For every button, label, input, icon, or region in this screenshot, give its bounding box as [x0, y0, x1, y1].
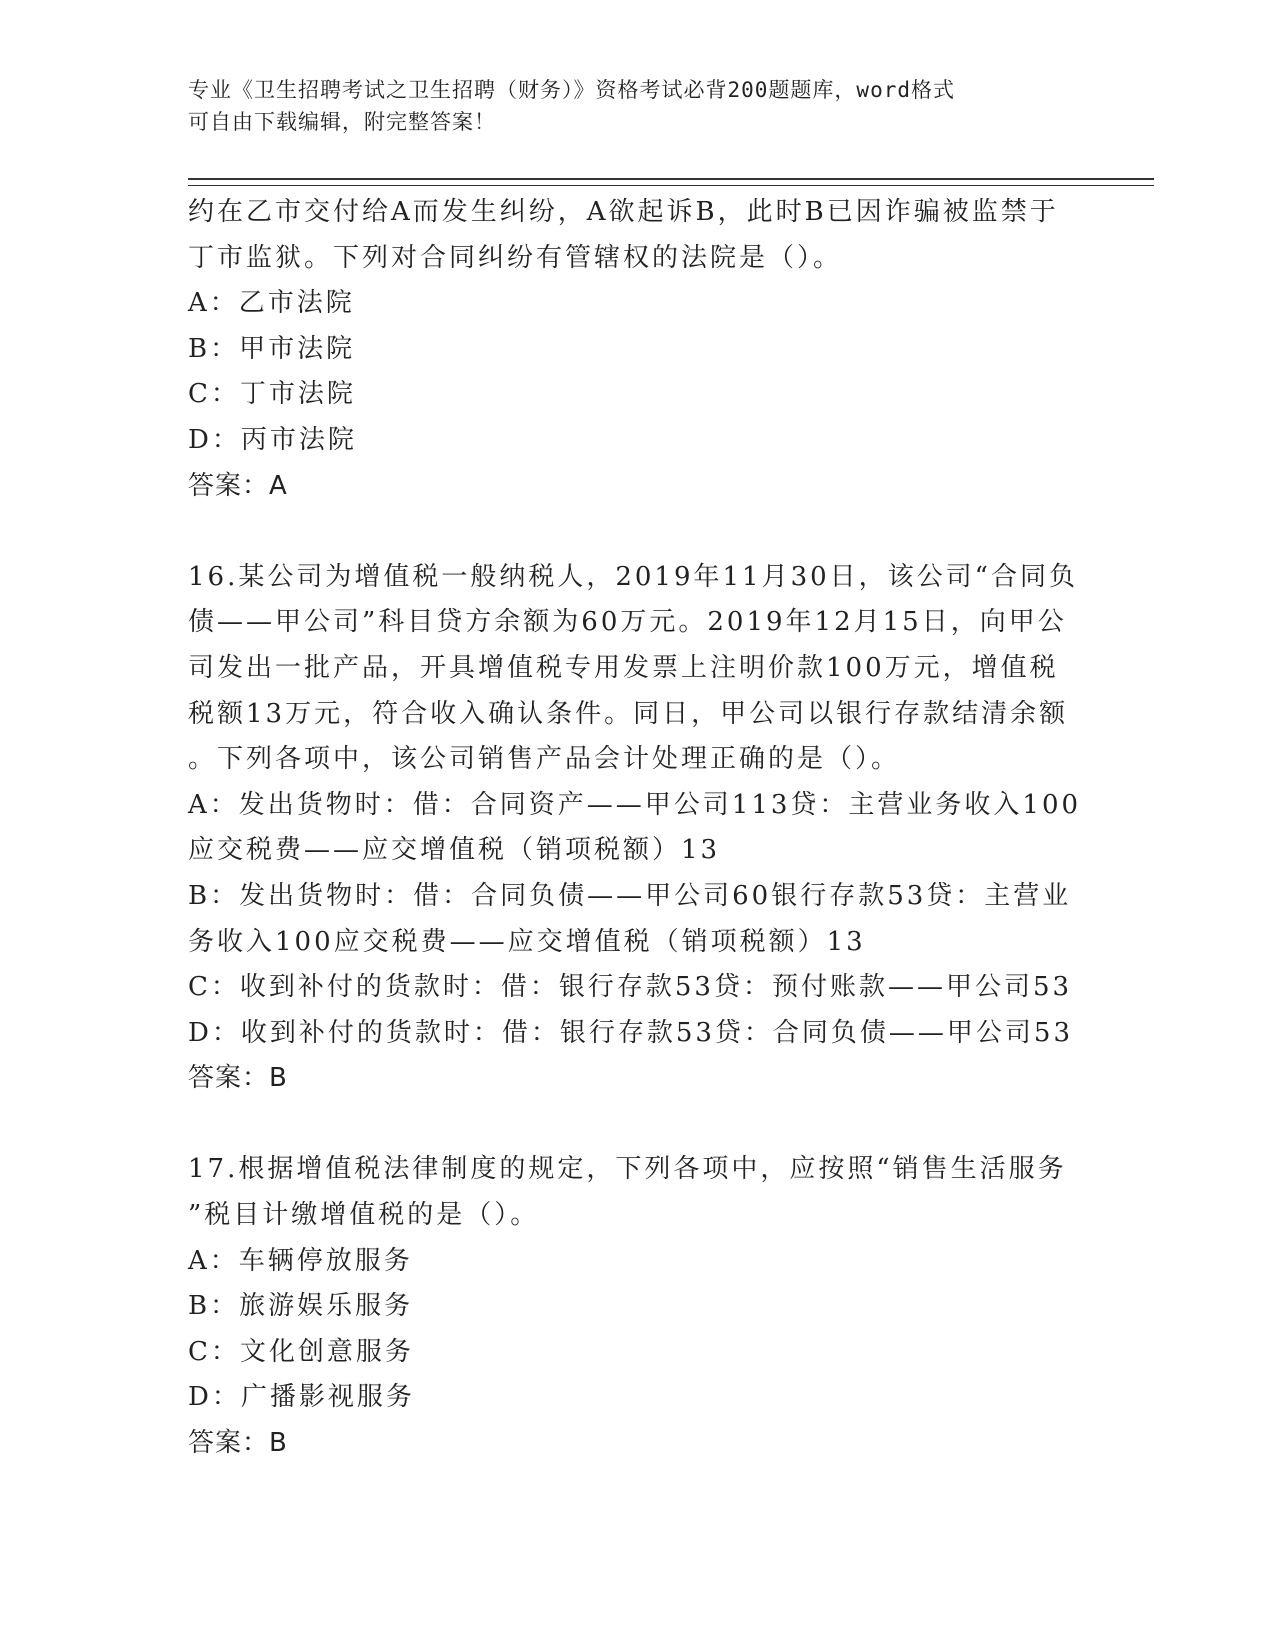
question-spacer [188, 509, 1088, 555]
question-16 [188, 555, 1088, 1102]
option-d: D：广播影视服务 [188, 1382, 415, 1413]
answer-line: 答案：B [188, 1428, 288, 1459]
option-c: C：文化创意服务 [188, 1336, 414, 1367]
option-d: D：收到补付的货款时：借：银行存款53贷：合同负债——甲公司53 [188, 1017, 1074, 1048]
question-list [188, 190, 1088, 1467]
answer-line: 答案：A [188, 470, 288, 501]
question-stem-line: 司发出一批产品，开具增值税专用发票上注明价款100万元，增值税 [188, 652, 1059, 683]
question-stem-line: 丁市监狱。下列对合同纠纷有管辖权的法院是（）。 [188, 242, 843, 273]
question-stem-line: 债——甲公司”科目贷方余额为60万元。2019年12月15日，向甲公 [188, 607, 1067, 638]
option-a: A：发出货物时：借：合同资产——甲公司113贷：主营业务收入100 [188, 789, 1082, 820]
question-15 [188, 190, 1088, 509]
option-b: B：旅游娱乐服务 [188, 1291, 414, 1322]
question-stem-line: 17.根据增值税法律制度的规定，下列各项中，应按照“销售生活服务 [188, 1154, 1067, 1185]
question-17 [188, 1147, 1088, 1466]
option-a-cont: 应交税费——应交增值税（销项税额）13 [188, 835, 721, 866]
document-header [188, 74, 1088, 138]
option-b-cont: 务收入100应交税费——应交增值税（销项税额）13 [188, 926, 866, 957]
option-b: B：甲市法院 [188, 333, 356, 364]
question-stem-line: 。下列各项中，该公司销售产品会计处理正确的是（）。 [188, 744, 901, 775]
option-d: D：丙市法院 [188, 424, 357, 455]
option-a: A：车辆停放服务 [188, 1245, 413, 1276]
header-line-2: 可自由下载编辑，附完整答案！ [188, 110, 496, 134]
question-stem-line: ”税目计缴增值税的是（）。 [188, 1200, 540, 1231]
option-a: A：乙市法院 [188, 288, 355, 319]
header-line-1: 专业《卫生招聘考试之卫生招聘（财务）》资格考试必背200题题库，word格式 [188, 78, 955, 102]
answer-line: 答案：B [188, 1063, 288, 1094]
question-stem-line: 税额13万元，符合收入确认条件。同日，甲公司以银行存款结清余额 [188, 698, 1069, 729]
question-stem-line: 16.某公司为增值税一般纳税人，2019年11月30日，该公司“合同负 [188, 561, 1078, 592]
option-b: B：发出货物时：借：合同负债——甲公司60银行存款53贷：主营业 [188, 880, 1072, 911]
header-divider [188, 178, 1154, 186]
question-spacer [188, 1102, 1088, 1148]
question-stem-line: 约在乙市交付给A而发生纠纷，A欲起诉B，此时B已因诈骗被监禁于 [188, 197, 1059, 227]
option-c: C：收到补付的货款时：借：银行存款53贷：预付账款——甲公司53 [188, 972, 1073, 1003]
option-c: C：丁市法院 [188, 379, 356, 410]
